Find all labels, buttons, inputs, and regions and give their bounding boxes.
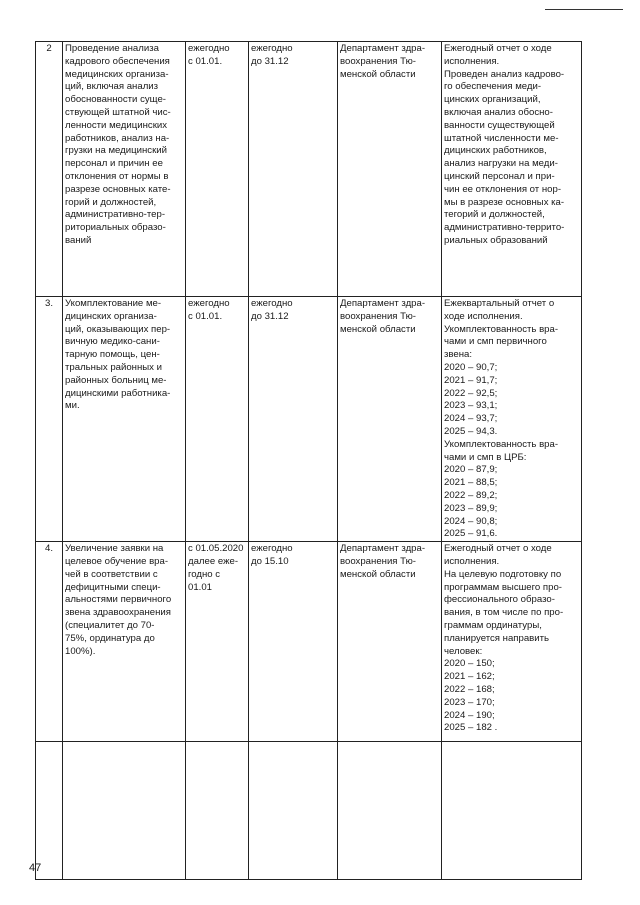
empty-cell	[63, 742, 186, 880]
row-number: 2	[36, 42, 63, 297]
row-number: 3.	[36, 297, 63, 542]
empty-cell	[249, 742, 338, 880]
table-row	[36, 297, 582, 542]
responsible-cell: Департамент здра- воохранения Тю- менской области	[338, 42, 442, 297]
empty-cell	[442, 742, 582, 880]
measure-cell: Увеличение заявки на целевое обучение вра- чей в соответствии с дефицитными специ- альностями первичного звена здравоохранения (специалитет до 70- 75%, ординатура до 100%).	[63, 542, 186, 742]
responsible-cell: Департамент здра- воохранения Тю- менской области	[338, 542, 442, 742]
page-number: 47	[29, 862, 42, 874]
start-date-cell: ежегодно с 01.01.	[186, 297, 249, 542]
empty-cell	[186, 742, 249, 880]
measure-cell: Проведение анализа кадрового обеспечения медицинских организа- ций, включая анализ обоснованности суще- ствующей штатной чис- ленности медицинских работников, анализ на- грузки на медицинский персонал и причин ее отклонения от нормы в разрезе основных кате- горий и должностей, административно-тер- риториальных образо- ваний	[63, 42, 186, 297]
empty-cell	[36, 742, 63, 880]
start-date-cell: с 01.05.2020 далее еже- годно с 01.01	[186, 542, 249, 742]
end-date-cell: ежегодно до 31.12	[249, 42, 338, 297]
start-date-cell: ежегодно с 01.01.	[186, 42, 249, 297]
measure-cell: Укомплектование ме- дицинских организа- ций, оказывающих пер- вичную медико-сани- тарную помощь, цен- тральных районных и районных больниц ме- дицинскими работника- ми.	[63, 297, 186, 542]
end-date-cell: ежегодно до 31.12	[249, 297, 338, 542]
end-date-cell: ежегодно до 15.10	[249, 542, 338, 742]
responsible-cell: Департамент здра- воохранения Тю- менской области	[338, 297, 442, 542]
result-cell: Ежегодный отчет о ходе исполнения. На целевую подготовку по программам высшего про- фессионального образо- вания, в том числе по про- граммам ординатуры, планируется направить человек: 2020 – 150; 2021 – 162; 2022 – 168; 2023 – 170; 2024 – 190; 2025 – 182 .	[442, 542, 582, 742]
row-number: 4.	[36, 542, 63, 742]
empty-cell	[338, 742, 442, 880]
measures-table	[35, 41, 582, 880]
header-rule	[545, 9, 623, 10]
table-row	[36, 542, 582, 742]
result-cell: Ежеквартальный отчет о ходе исполнения. Укомплектованность вра- чами и смп первичного звена: 2020 – 90,7; 2021 – 91,7; 2022 – 92,5; 2023 – 93,1; 2024 – 93,7; 2025 – 94,3. Укомплектованность вра- чами и смп в ЦРБ: 2020 – 87,9; 2021 – 88,5; 2022 – 89,2; 2023 – 89,9; 2024 – 90,8; 2025 – 91,6.	[442, 297, 582, 542]
result-cell: Ежегодный отчет о ходе исполнения. Проведен анализ кадрово- го обеспечения меди- цинских организаций, включая анализ обосно- ванности существующей штатной численности ме- дицинских работников, анализ нагрузки на меди- цинский персонал и при- чин ее отклонения от нор- мы в разрезе основных ка- тегорий и должностей, административно-террито- риальных образований	[442, 42, 582, 297]
table-row-empty	[36, 742, 582, 880]
table-row	[36, 42, 582, 297]
